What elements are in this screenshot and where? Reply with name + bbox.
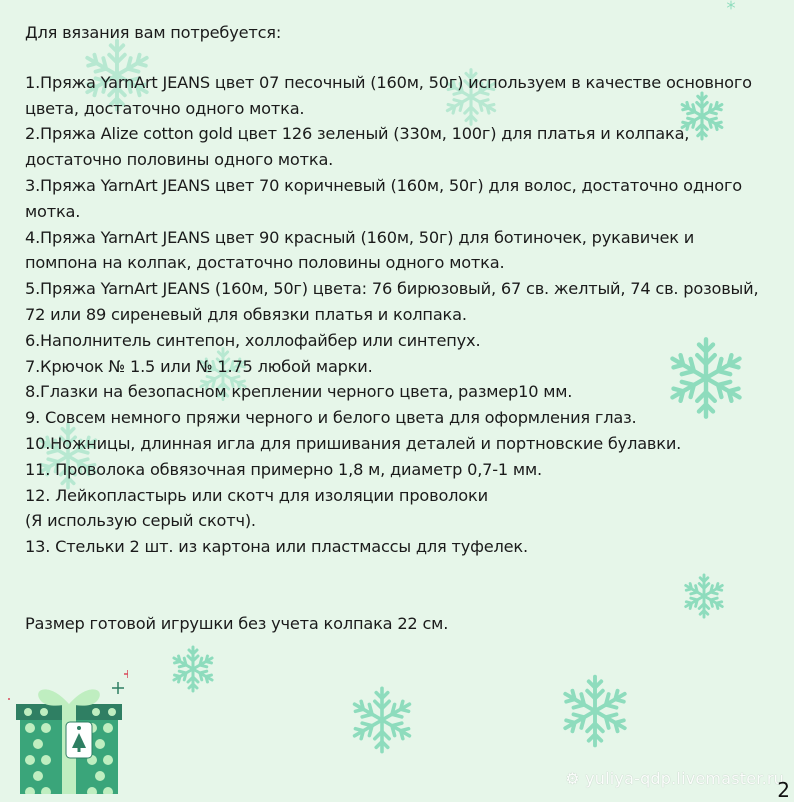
sparkle-icon (124, 670, 128, 678)
size-note: Размер готовой игрушки без учета колпака 22 см. (25, 613, 449, 633)
materials-list (25, 20, 765, 637)
list-item: 10.Ножницы, длинная игла для пришивания деталей и портновские булавки. (25, 433, 682, 453)
list-item: 7.Крючок № 1.5 или № 1.75 любой марки. (25, 356, 373, 376)
list-item: 11. Проволока обвязочная примерно 1,8 м, диаметр 0,7-1 мм. (25, 459, 542, 479)
spacer (25, 560, 765, 611)
snowflake-icon (556, 672, 634, 750)
watermark-text: yuliya-qdp.livemaster.ru (585, 769, 784, 788)
list-item: 2.Пряжа Alize cotton gold цвет 126 зеленый (330м, 100г) для платья и колпака, достаточно половины одного мотка. (25, 124, 690, 170)
snowflake-icon (168, 644, 218, 694)
sparkle-icon (112, 682, 124, 694)
list-item: 13. Стельки 2 шт. из картона или пластмассы для туфелек. (25, 537, 528, 557)
list-item: 9. Совсем немного пряжи черного и белого цвета для оформления глаз. (25, 408, 637, 428)
list-item: 3.Пряжа YarnArt JEANS цвет 70 коричневый (160м, 50г) для волос, достаточно одного мотка. (25, 175, 742, 221)
sparkle-icon (8, 694, 10, 704)
snowflake-icon (724, 0, 738, 10)
list-item: 12. Лейкопластырь или скотч для изоляции проволоки (25, 485, 488, 505)
watermark (565, 769, 784, 788)
list-item: 1.Пряжа YarnArt JEANS цвет 07 песочный (160м, 50г) используем в качестве основного цвета, достаточно одного мотка. (25, 72, 752, 118)
list-item: 6.Наполнитель синтепон, холлофайбер или синтепух. (25, 330, 481, 350)
page-number: 2 (777, 778, 790, 802)
intro-heading: Для вязания вам потребуется: (25, 23, 282, 42)
gear-icon: ⚙ (565, 769, 580, 788)
gift-icon (8, 670, 128, 794)
list-item: 4.Пряжа YarnArt JEANS цвет 90 красный (160м, 50г) для ботиночек, рукавичек и помпона на колпак, достаточно половины одного мотка. (25, 227, 695, 273)
list-item: (Я использую серый скотч). (25, 511, 256, 531)
list-item: 5.Пряжа YarnArt JEANS (160м, 50г) цвета: 76 бирюзовый, 67 св. желтый, 74 св. розовый, 72 или 89 сиреневый для обвязки платья и колпака. (25, 279, 759, 324)
list-item: 8.Глазки на безопасном креплении черного цвета, размер10 мм. (25, 382, 573, 402)
snowflake-icon (346, 684, 418, 756)
